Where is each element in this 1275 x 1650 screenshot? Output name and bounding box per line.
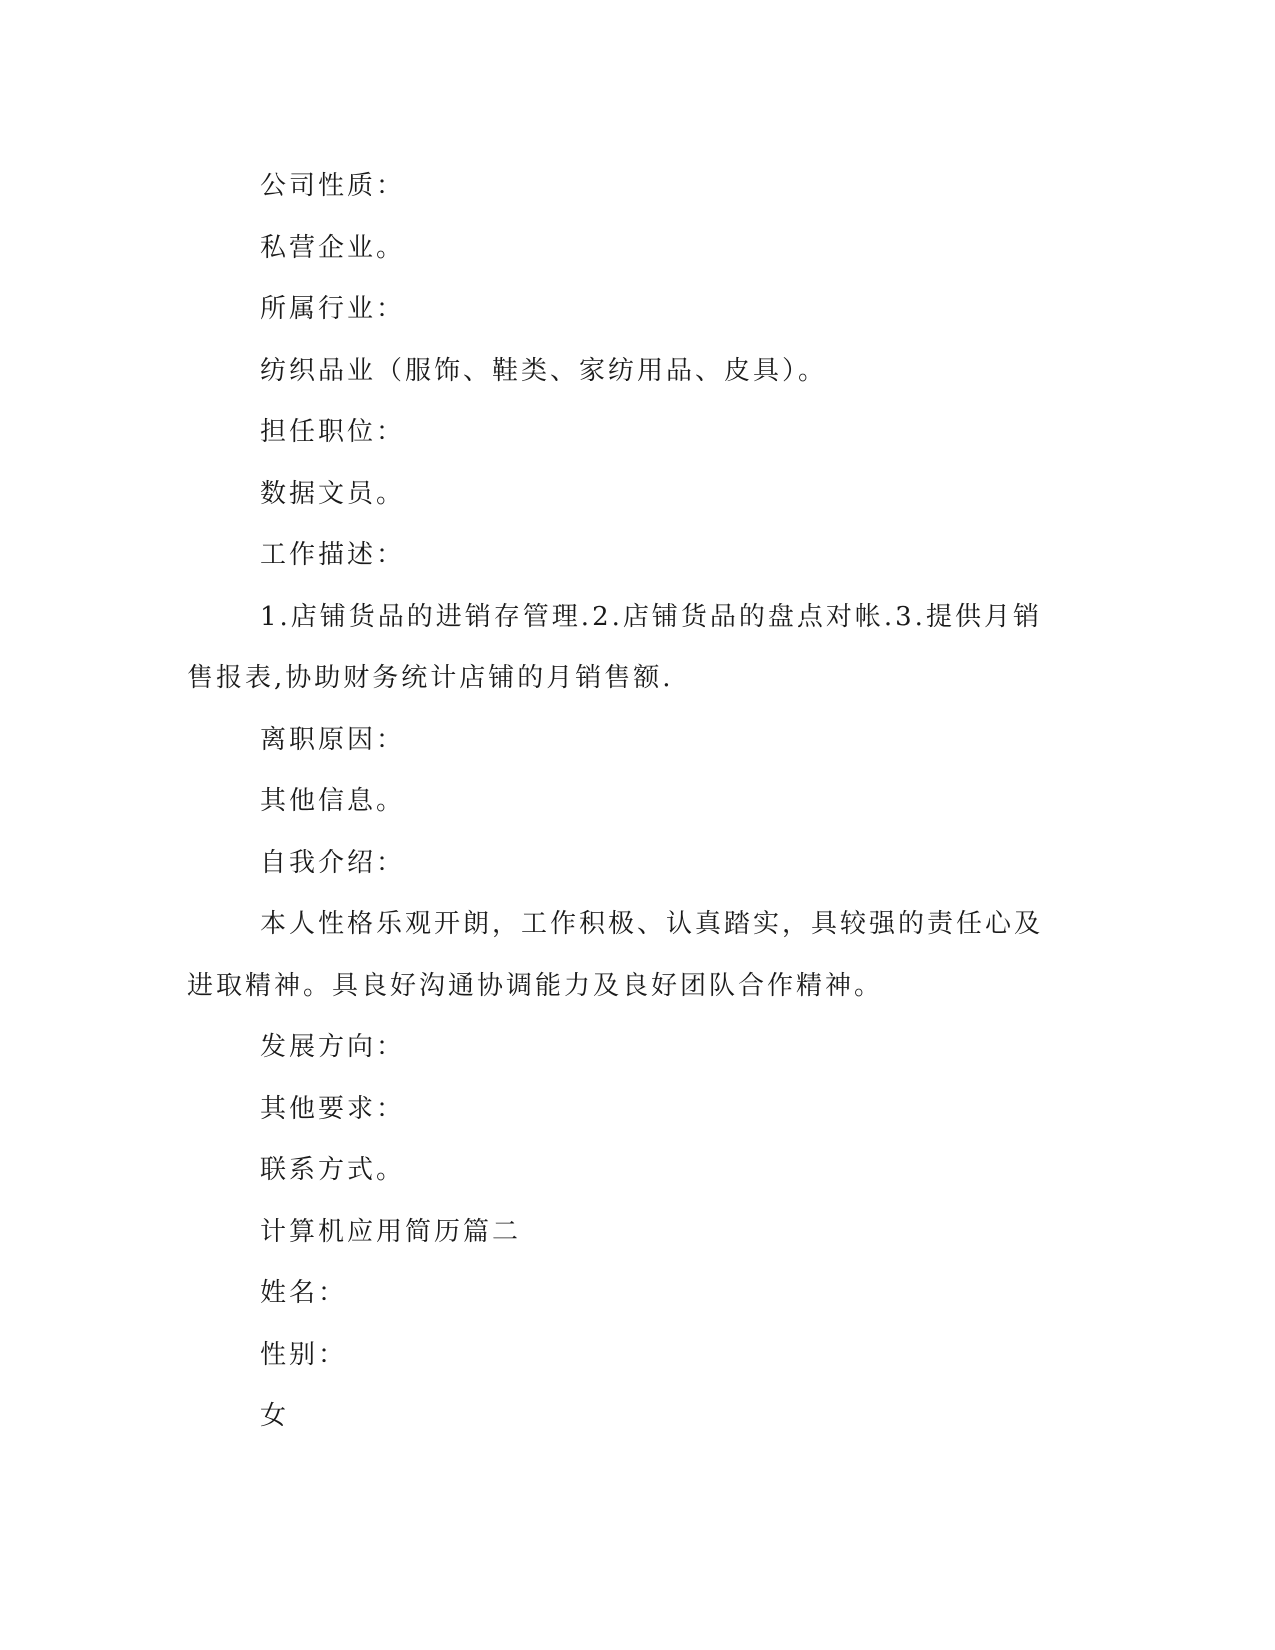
value-other-info: 其他信息。 (260, 786, 406, 816)
label-development-direction: 发展方向： (260, 1032, 406, 1062)
label-name: 姓名： (260, 1278, 348, 1308)
label-other-requirements: 其他要求： (260, 1093, 406, 1124)
document-body (187, 156, 1067, 1448)
label-contact: 联系方式。 (260, 1155, 406, 1185)
value-position: 数据文员。 (260, 478, 406, 509)
label-reason-for-leaving: 离职原因： (260, 724, 406, 755)
value-self-introduction: 本人性格乐观开朗，工作积极、认真踏实，具较强的责任心及进取精神。具良好沟通协调能力及良好团队合作精神。 (187, 909, 1044, 1001)
label-industry: 所属行业： (260, 294, 406, 324)
label-company-nature: 公司性质： (260, 171, 406, 201)
label-gender: 性别： (260, 1339, 348, 1370)
value-industry: 纺织品业（服饰、鞋类、家纺用品、皮具）。 (260, 355, 828, 386)
section-heading: 计算机应用简历篇二 (260, 1216, 522, 1247)
label-position: 担任职位： (260, 417, 406, 447)
value-gender: 女 (260, 1401, 290, 1431)
value-company-nature: 私营企业。 (260, 232, 406, 263)
label-job-description: 工作描述： (260, 540, 406, 570)
label-self-introduction: 自我介绍： (260, 847, 406, 878)
value-job-description: 1.店铺货品的进销存管理.2.店铺货品的盘点对帐.3.提供月销售报表,协助财务统计店铺的月销售额. (187, 601, 1042, 693)
